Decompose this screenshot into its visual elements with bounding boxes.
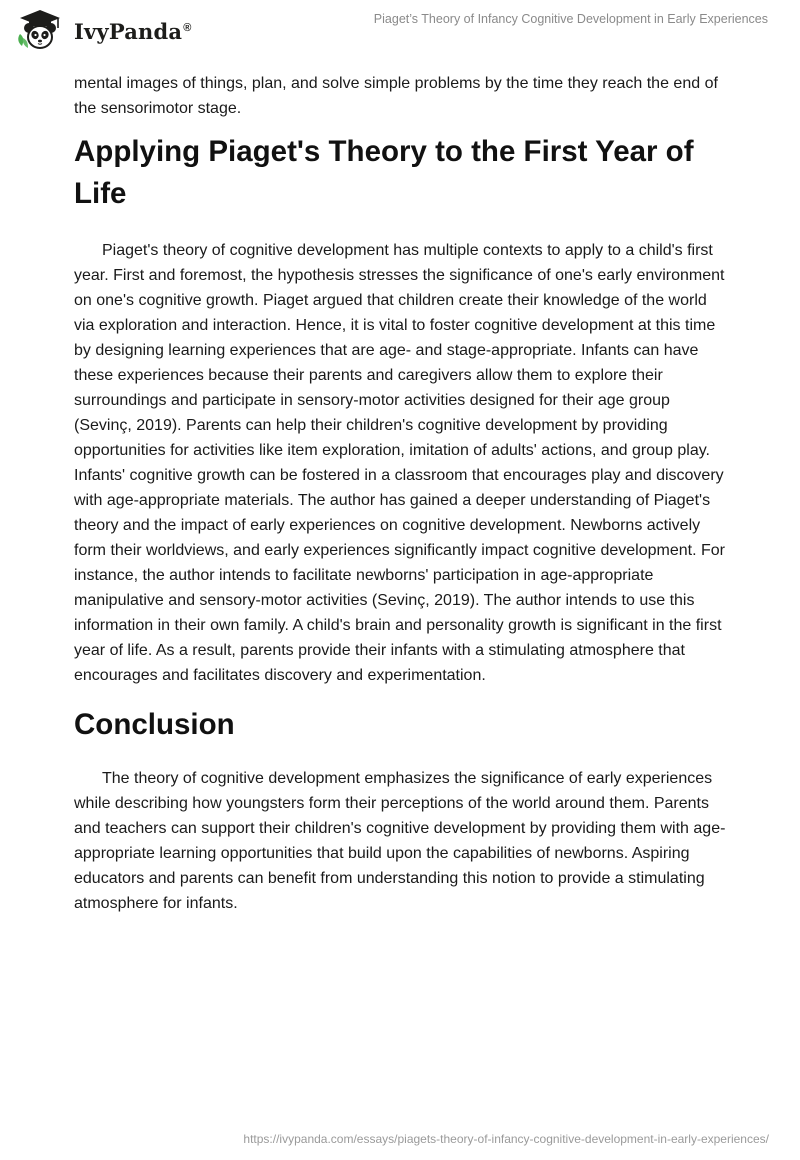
section-paragraph-conclusion: The theory of cognitive development emphasizes the significance of early experiences while describing how youngsters form their perceptions of the world around them. Parents and teachers can support their children's cognitive development by providing them with age-appropriate learning opportunities that build upon the capabilities of newborns. Aspiring educators and parents can benefit from understanding this notion to provide a stimulating atmosphere for infants. xyxy=(74,770,726,912)
section-paragraph-applying: Piaget's theory of cognitive development has multiple contexts to apply to a child's first year. First and foremost, the hypothesis stresses the significance of one's early environment on one's cognitive growth. Piaget argued that children create their knowledge of the world via exploration and interaction. Hence, it is vital to foster cognitive development at this time by designing learning experiences that are age- and stage-appropriate. Infants can have these experiences because their parents and caregivers allow them to explore their surroundings and participate in sensory-motor activities designed for their age group (Sevinç, 2019). Parents can help their children's cognitive development by providing opportunities for activities like item exploration, imitation of adults' actions, and group play. Infants' cognitive growth can be fostered in a classroom that encourages play and discovery with age-appropriate materials. The author has gained a deeper understanding of Piaget's theory and the impact of early experiences on cognitive development. Newborns actively form their worldviews, and early experiences significantly impact cognitive development. For instance, the author intends to facilitate newborns' participation in age-appropriate manipulative and sensory-motor activities (Sevinç, 2019). The author intends to use this information in their own family. A child's brain and personality growth is significant in the first year of life. As a result, parents provide their infants with a stimulating atmosphere that encourages and facilitates discovery and experimentation. xyxy=(74,242,725,684)
panda-graduate-icon xyxy=(14,8,66,52)
section-heading-conclusion: Conclusion xyxy=(74,708,235,741)
brand-name: IvyPanda® xyxy=(74,18,192,44)
source-url-link[interactable]: https://ivypanda.com/essays/piagets-theory-of-infancy-cognitive-development-in-early-experiences/ xyxy=(243,1132,769,1146)
document-title: Piaget’s Theory of Infancy Cognitive Development in Early Experiences xyxy=(373,12,768,26)
section-heading-applying: Applying Piaget's Theory to the First Year of Life xyxy=(74,135,694,210)
intro-paragraph: mental images of things, plan, and solve simple problems by the time they reach the end of the sensorimotor stage. xyxy=(74,75,718,117)
registered-mark: ® xyxy=(183,21,192,34)
essay-content xyxy=(74,71,730,916)
page-header xyxy=(0,0,800,70)
ivypanda-logo[interactable] xyxy=(14,8,192,52)
